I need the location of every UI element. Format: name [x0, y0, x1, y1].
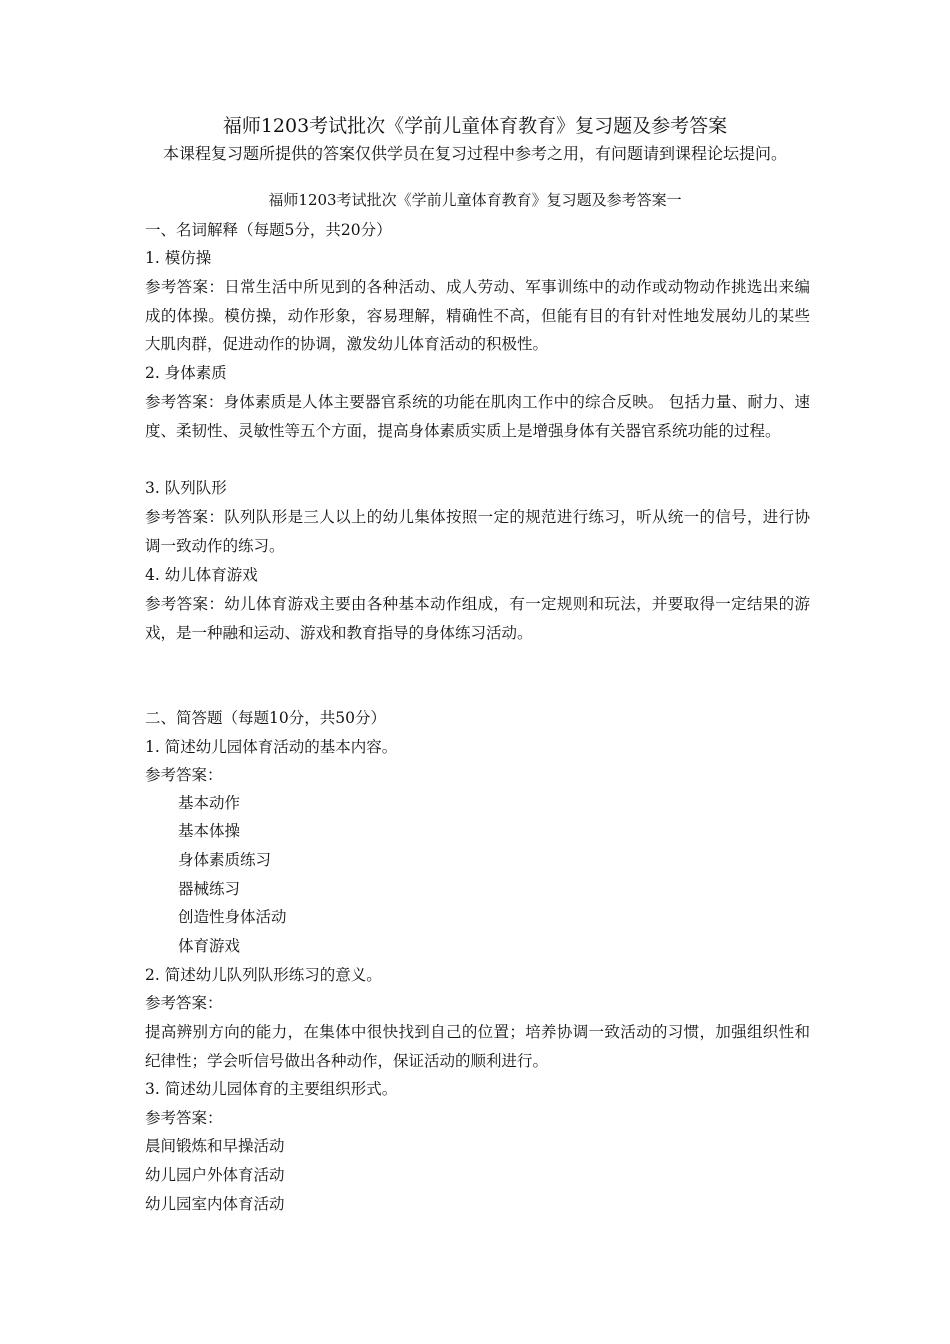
question-2-1: 1. 简述幼儿园体育活动的基本内容。 — [145, 738, 398, 756]
list-item: 基本动作 — [178, 794, 241, 812]
question-2-2: 2. 简述幼儿队列队形练习的意义。 — [145, 966, 382, 984]
answer-1-3: 参考答案：队列队形是三人以上的幼儿集体按照一定的规范进行练习，听从统一的信号，进行协调一致动作的练习。 — [145, 508, 810, 555]
list-item: 基本体操 — [178, 822, 241, 840]
question-1-4: 4. 幼儿体育游戏 — [145, 566, 258, 584]
question-1-2: 2. 身体素质 — [145, 364, 227, 382]
document-title: 福师1203考试批次《学前儿童体育教育》复习题及参考答案 — [222, 115, 728, 137]
answer-1-2: 参考答案：身体素质是人体主要器官系统的功能在肌肉工作中的综合反映。 包括力量、耐力、速度、柔韧性、灵敏性等五个方面，提高身体素质实质上是增强身体有关器官系统功能的过程。 — [145, 393, 810, 440]
question-1-3: 3. 队列队形 — [145, 479, 227, 497]
document-subtitle: 本课程复习题所提供的答案仅供学员在复习过程中参考之用，有问题请到课程论坛提问。 — [162, 144, 787, 163]
list-item: 创造性身体活动 — [178, 908, 287, 926]
answer-1-1: 参考答案：日常生活中所见到的各种活动、成人劳动、军事训练中的动作或动物动作挑选出来编成的体操。模仿操，动作形象，容易理解，精确性不高，但能有目的有针对性地发展幼儿的某些大肌肉群，促进动作的协调，激发幼儿体育活动的积极性。 — [145, 278, 810, 353]
section2-heading: 二、简答题（每题10分，共50分） — [145, 709, 386, 727]
answer-label-2-2: 参考答案： — [145, 994, 223, 1012]
list-item: 晨间锻炼和早操活动 — [145, 1137, 285, 1155]
list-item: 幼儿园户外体育活动 — [145, 1166, 285, 1184]
section1-heading: 一、名词解释（每题5分，共20分） — [145, 221, 392, 239]
question-1-1: 1. 模仿操 — [145, 249, 212, 267]
list-item: 身体素质练习 — [178, 851, 272, 869]
list-item: 体育游戏 — [178, 937, 241, 955]
set-title: 福师1203考试批次《学前儿童体育教育》复习题及参考答案一 — [268, 191, 682, 209]
answer-1-4: 参考答案：幼儿体育游戏主要由各种基本动作组成，有一定规则和玩法，并要取得一定结果的游戏，是一种融和运动、游戏和教育指导的身体练习活动。 — [145, 595, 810, 642]
question-2-3: 3. 简述幼儿园体育的主要组织形式。 — [145, 1080, 398, 1098]
answer-2-2: 提高辨别方向的能力，在集体中很快找到自己的位置；培养协调一致活动的习惯，加强组织性和纪律性；学会听信号做出各种动作，保证活动的顺利进行。 — [145, 1023, 810, 1070]
list-item: 幼儿园室内体育活动 — [145, 1195, 285, 1213]
list-item: 器械练习 — [178, 880, 241, 898]
answer-label-2-3: 参考答案： — [145, 1109, 223, 1127]
answer-label-2-1: 参考答案： — [145, 766, 223, 784]
